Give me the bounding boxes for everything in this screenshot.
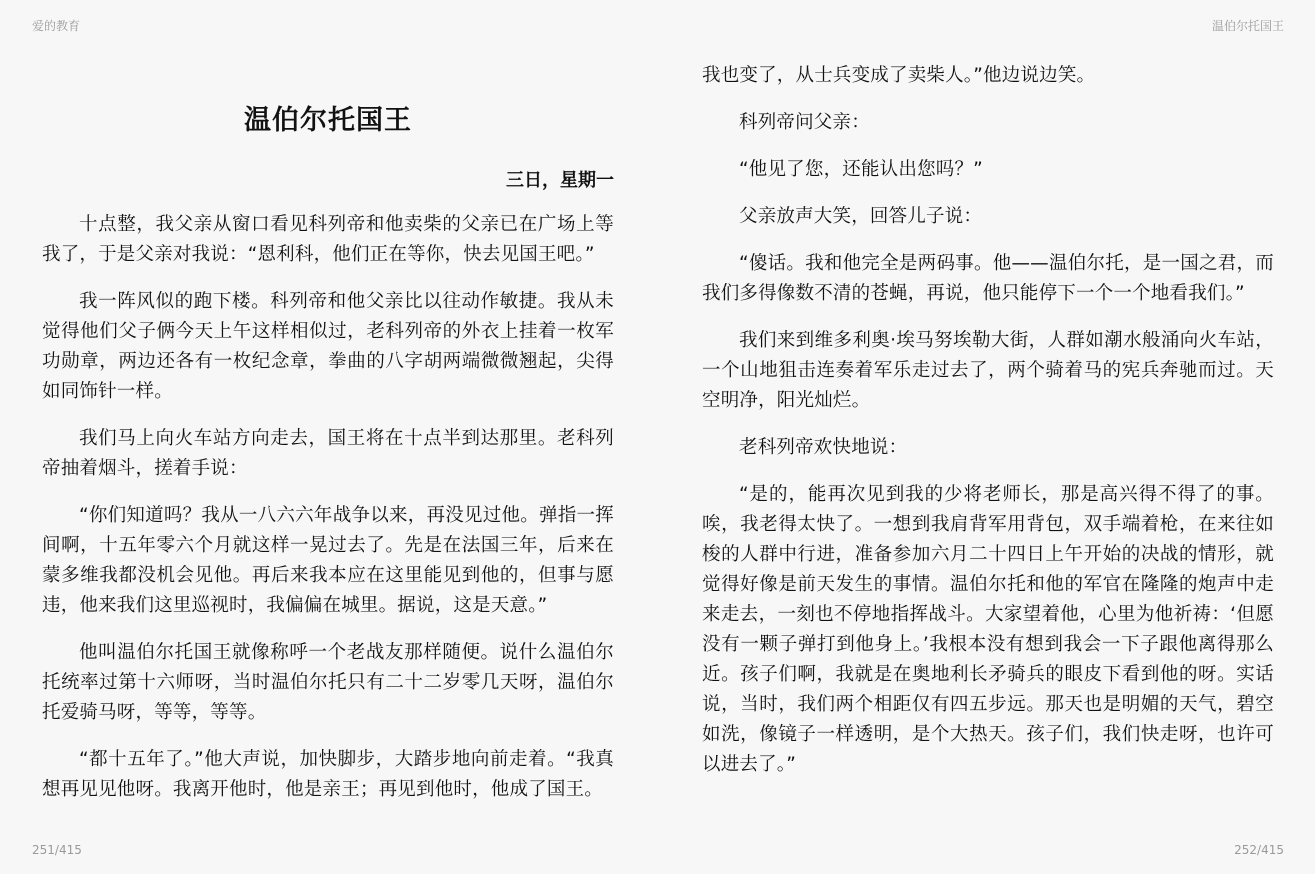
paragraph: 十点整，我父亲从窗口看见科列帝和他卖柴的父亲已在广场上等我了，于是父亲对我说：“恩利科，他们正在等你，快去见国王吧。” — [42, 214, 614, 265]
paragraph: “你们知道吗？我从一八六六年战争以来，再没见过他。弹指一挥间啊，十五年零六个月就这样一晃过去了。先是在法国三年，后来在蒙多维我都没机会见他。再后来我本应在这里能见到他的，但事与愿违，他来我们这里巡视时，我偏偏在城里。据说，这是天意。” — [42, 505, 614, 616]
chapter-title: 温伯尔托国王 — [244, 105, 412, 136]
paragraph: 我们来到维多利奥·埃马努埃勒大街，人群如潮水般涌向火车站，一个山地狙击连奏着军乐走过去了，两个骑着马的宪兵奔驰而过。天空明净，阳光灿烂。 — [702, 330, 1274, 411]
paragraph: “是的，能再次见到我的少将老师长，那是高兴得不得了的事。唉，我老得太快了。一想到我肩背军用背包，双手端着枪，在来往如梭的人群中行进，准备参加六月二十四日上午开始的决战的情形，就觉得好像是前天发生的事情。温伯尔托和他的军官在隆隆的炮声中走来走去，一刻也不停地指挥战斗。大家望着他，心里为他祈祷：‘但愿没有一颗子弹打到他身上。’我根本没有想到我会一下子跟他离得那么近。孩子们啊，我就是在奥地利长矛骑兵的眼皮下看到他的呀。实话说，当时，我们两个相距仅有四五步远。那天也是明媚的天气，碧空如洗，像镜子一样透明，是个大热天。孩子们，我们快走呀，也许可以进去了。” — [702, 484, 1274, 775]
paragraph: 我们马上向火车站方向走去，国王将在十点半到达那里。老科列帝抽着烟斗，搓着手说： — [42, 428, 614, 479]
left-page-number: 251/415 — [32, 843, 82, 857]
book-title-header: 爱的教育 — [32, 19, 81, 33]
paragraph: “他见了您，还能认出您吗？” — [739, 159, 983, 180]
paragraph: 科列帝问父亲： — [739, 112, 870, 133]
paragraph: 父亲放声大笑，回答儿子说： — [739, 206, 983, 227]
paragraph: 老科列帝欢快地说： — [739, 437, 908, 458]
left-page-body — [42, 210, 614, 822]
paragraph: “都十五年了。”他大声说，加快脚步，大踏步地向前走着。“我真想再见见他呀。我离开他时，他是亲王；再见到他时，他成了国王。 — [42, 749, 614, 800]
right-page-number: 252/415 — [1234, 843, 1284, 857]
right-page-body — [702, 61, 1274, 797]
paragraph: “傻话。我和他完全是两码事。他——温伯尔托，是一国之君，而我们多得像数不清的苍蝇，再说，他只能停下一个一个地看我们。” — [702, 253, 1274, 304]
paragraph-continuation: 我也变了，从士兵变成了卖柴人。”他边说边笑。 — [702, 65, 1096, 86]
chapter-date: 三日，星期一 — [506, 170, 614, 191]
paragraph: 他叫温伯尔托国王就像称呼一个老战友那样随便。说什么温伯尔托统率过第十六师呀，当时温伯尔托只有二十二岁零几天呀，温伯尔托爱骑马呀，等等，等等。 — [42, 642, 614, 723]
paragraph: 我一阵风似的跑下楼。科列帝和他父亲比以往动作敏捷。我从未觉得他们父子俩今天上午这样相似过，老科列帝的外衣上挂着一枚军功勋章，两边还各有一枚纪念章，拳曲的八字胡两端微微翘起，尖得如同饰针一样。 — [42, 291, 614, 402]
chapter-title-header: 温伯尔托国王 — [1211, 19, 1284, 33]
